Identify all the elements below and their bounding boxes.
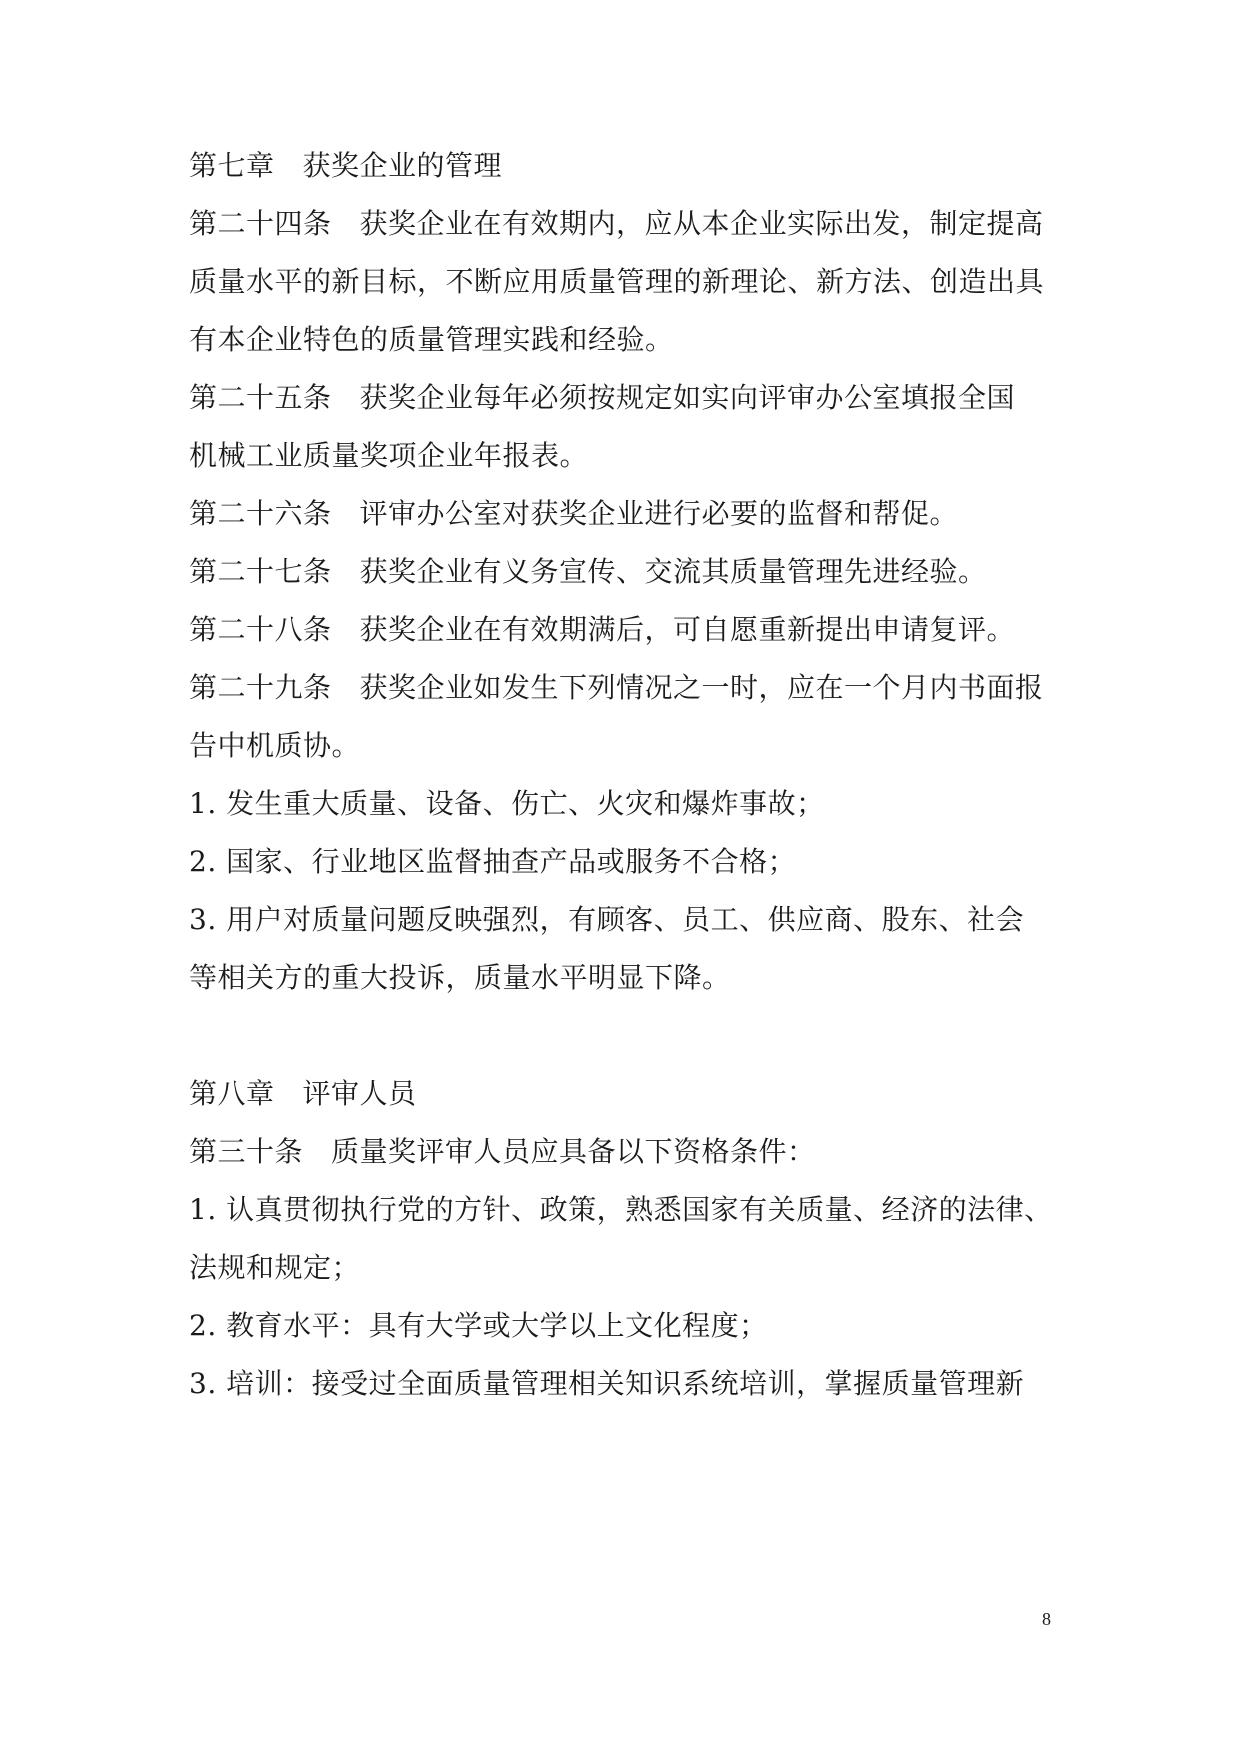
article-25-line-1: [189, 380, 1015, 416]
article-label: 第二十四条: [189, 207, 332, 240]
chapter-label: 第七章: [189, 149, 275, 182]
article-28: [189, 612, 1015, 648]
article-label: 第二十八条: [189, 613, 332, 646]
article-label: 第三十条: [189, 1135, 304, 1168]
article-30-item-3: 3. 培训：接受过全面质量管理相关知识系统培训，掌握质量管理新: [189, 1367, 1025, 1400]
page-number: 8: [1042, 1609, 1051, 1629]
article-29-item-1: 1. 发生重大质量、设备、伤亡、火灾和爆炸事故；: [189, 787, 825, 820]
article-27: [189, 554, 987, 590]
article-label: 第二十六条: [189, 497, 332, 530]
article-24-line-3: 有本企业特色的质量管理实践和经验。: [189, 323, 674, 356]
chapter-8-heading: [189, 1076, 417, 1112]
article-30-item-2: 2. 教育水平：具有大学或大学以上文化程度；: [189, 1309, 768, 1342]
article-25-line-2: 机械工业质量奖项企业年报表。: [189, 439, 589, 472]
article-label: 第二十五条: [189, 381, 332, 414]
article-text: 评审办公室对获奖企业进行必要的监督和帮促。: [359, 497, 959, 530]
article-text: 获奖企业在有效期满后，可自愿重新提出申请复评。: [359, 613, 1016, 646]
chapter-7-heading: [189, 148, 502, 184]
article-29-item-3: 3. 用户对质量问题反映强烈，有顾客、员工、供应商、股东、社会: [189, 903, 1025, 936]
article-29-line-2: 告中机质协。: [189, 729, 361, 762]
article-text: 获奖企业如发生下列情况之一时，应在一个月内书面报: [359, 671, 1044, 704]
article-text: 获奖企业有义务宣传、交流其质量管理先进经验。: [359, 555, 987, 588]
article-30-item-1: 1. 认真贯彻执行党的方针、政策，熟悉国家有关质量、经济的法律、: [189, 1193, 1053, 1226]
article-label: 第二十九条: [189, 671, 332, 704]
article-29-line-1: [189, 670, 1044, 706]
chapter-title: 评审人员: [302, 1077, 417, 1110]
article-30-line-1: [189, 1134, 816, 1170]
article-30-item-1-continued: 法规和规定；: [189, 1251, 361, 1284]
article-text: 获奖企业每年必须按规定如实向评审办公室填报全国: [359, 381, 1016, 414]
article-24-line-2: 质量水平的新目标，不断应用质量管理的新理论、新方法、创造出具: [189, 265, 1045, 298]
article-29-item-2: 2. 国家、行业地区监督抽查产品或服务不合格；: [189, 845, 797, 878]
chapter-label: 第八章: [189, 1077, 275, 1110]
chapter-title: 获奖企业的管理: [302, 149, 503, 182]
article-text: 获奖企业在有效期内，应从本企业实际出发，制定提高: [359, 207, 1044, 240]
article-29-item-3-continued: 等相关方的重大投诉，质量水平明显下降。: [189, 961, 731, 994]
article-24-line-1: [189, 206, 1044, 242]
article-26: [189, 496, 958, 532]
article-text: 质量奖评审人员应具备以下资格条件：: [331, 1135, 816, 1168]
article-label: 第二十七条: [189, 555, 332, 588]
